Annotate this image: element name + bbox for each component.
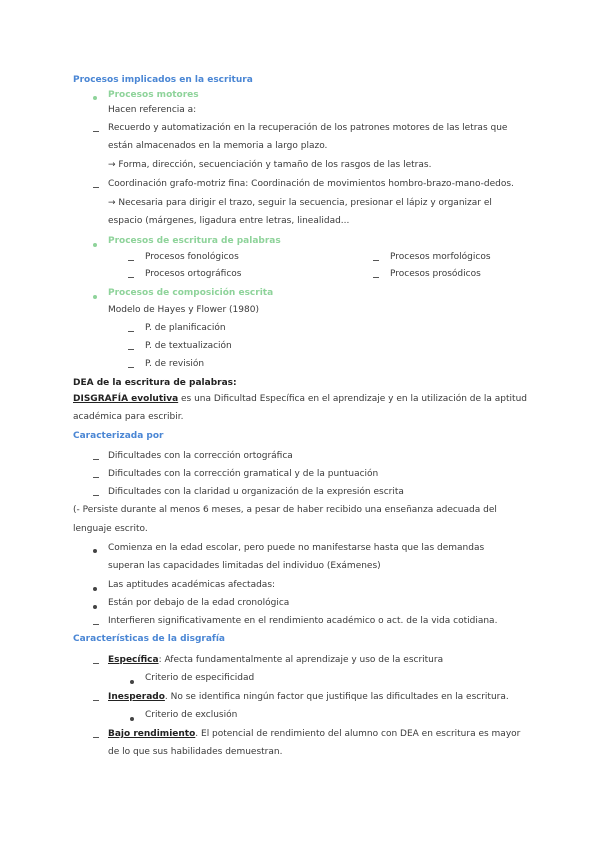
- composicion-item: P. de planificación: [145, 323, 226, 333]
- subtitle-motores: Procesos motores: [108, 90, 199, 100]
- bajo-term: Bajo rendimiento: [108, 729, 196, 739]
- dash-icon: [93, 619, 99, 631]
- bullet-dot-icon: [93, 291, 97, 303]
- bullet-dot-icon: [93, 92, 97, 104]
- bullet-dot-icon: [93, 583, 97, 595]
- definition-line: [73, 393, 527, 405]
- motores-intro: Hacen referencia a:: [108, 105, 197, 115]
- bajo-line: [108, 728, 520, 740]
- dash-icon: [93, 472, 99, 484]
- dash-icon: [93, 182, 99, 194]
- dash-icon: [128, 344, 134, 356]
- dash-icon: [93, 658, 99, 670]
- dash-text: Interfieren significativamente en el rendimiento académico o act. de la vida cotidiana.: [108, 616, 498, 626]
- dash-icon: [128, 326, 134, 338]
- definition-term: DISGRAFÍA evolutiva: [73, 394, 179, 404]
- motores-item2: Coordinación grafo-motriz fina: Coordinación de movimientos hombro-brazo-mano-dedos.: [108, 179, 514, 189]
- especifica-criterion: Criterio de especificidad: [145, 673, 255, 683]
- inesperado-line: [108, 691, 509, 703]
- dash-icon: [93, 732, 99, 744]
- dash-icon: [373, 272, 379, 284]
- bullet-dot-icon: [93, 601, 97, 613]
- dash-icon: [373, 255, 379, 267]
- palabras-col2-item: Procesos morfológicos: [390, 252, 491, 262]
- composicion-model: Modelo de Hayes y Flower (1980): [108, 305, 259, 315]
- especifica-line: [108, 654, 443, 666]
- dash-icon: [128, 272, 134, 284]
- bullet-dot-icon: [93, 545, 97, 557]
- bullet-text-cont: superan las capacidades limitadas del individuo (Exámenes): [108, 561, 381, 571]
- motores-item1-cont: están almacenados en la memoria a largo plazo.: [108, 141, 328, 151]
- bajo-line-cont: de lo que sus habilidades demuestran.: [108, 747, 283, 757]
- bullet-dot-icon: [130, 676, 134, 688]
- inesperado-term: Inesperado: [108, 692, 165, 702]
- bajo-text: . El potencial de rendimiento del alumno con DEA en escritura es mayor: [195, 729, 521, 739]
- section-title-procesos: Procesos implicados en la escritura: [73, 75, 253, 85]
- persist-text: (- Persiste durante al menos 6 meses, a pesar de haber recibido una enseñanza adecuada del: [73, 505, 497, 515]
- definition-text: es una Dificultad Específica en el aprendizaje y en la utilización de la aptitud: [178, 394, 527, 404]
- motores-item1-sub: → Forma, dirección, secuenciación y tamaño de los rasgos de las letras.: [108, 160, 432, 170]
- subtitle-palabras: Procesos de escritura de palabras: [108, 236, 281, 246]
- especifica-term: Específica: [108, 655, 159, 665]
- inesperado-text: . No se identifica ningún factor que justifique las dificultades en la escritura.: [164, 692, 509, 702]
- dash-icon: [93, 126, 99, 138]
- section-title-dea: DEA de la escritura de palabras:: [73, 378, 237, 388]
- composicion-item: P. de textualización: [145, 341, 232, 351]
- bullet-text: Comienza en la edad escolar, pero puede no manifestarse hasta que las demandas: [108, 543, 485, 553]
- palabras-col2-item: Procesos prosódicos: [390, 269, 481, 279]
- dash-icon: [128, 255, 134, 267]
- bullet-text: Están por debajo de la edad cronológica: [108, 598, 290, 608]
- caracterizada-title: Caracterizada por: [73, 431, 164, 441]
- palabras-col1-item: Procesos ortográficos: [145, 269, 242, 279]
- bullet-dot-icon: [130, 713, 134, 725]
- caracterizada-item: Dificultades con la corrección ortográfica: [108, 451, 293, 461]
- especifica-text: : Afecta fundamentalmente al aprendizaje y uso de la escritura: [158, 655, 444, 665]
- composicion-item: P. de revisión: [145, 359, 205, 369]
- dash-icon: [93, 490, 99, 502]
- inesperado-criterion: Criterio de exclusión: [145, 710, 238, 720]
- palabras-col1-item: Procesos fonológicos: [145, 252, 239, 262]
- motores-item1: Recuerdo y automatización en la recuperación de los patrones motores de las letras que: [108, 123, 508, 133]
- caracterizada-item: Dificultades con la claridad u organización de la expresión escrita: [108, 487, 404, 497]
- bullet-text: Las aptitudes académicas afectadas:: [108, 580, 276, 590]
- motores-item2-sub-cont: espacio (márgenes, ligadura entre letras, linealidad...: [108, 216, 350, 226]
- definition-cont: académica para escribir.: [73, 412, 184, 422]
- subtitle-composicion: Procesos de composición escrita: [108, 288, 274, 298]
- dash-icon: [128, 362, 134, 374]
- dash-icon: [93, 454, 99, 466]
- dash-icon: [93, 695, 99, 707]
- bullet-dot-icon: [93, 239, 97, 251]
- section-title-caracteristicas: Características de la disgrafía: [73, 634, 225, 644]
- motores-item2-sub: → Necesaria para dirigir el trazo, seguir la secuencia, presionar el lápiz y organizar el: [108, 198, 492, 208]
- persist-text-cont: lenguaje escrito.: [73, 524, 148, 534]
- caracterizada-item: Dificultades con la corrección gramatical y de la puntuación: [108, 469, 379, 479]
